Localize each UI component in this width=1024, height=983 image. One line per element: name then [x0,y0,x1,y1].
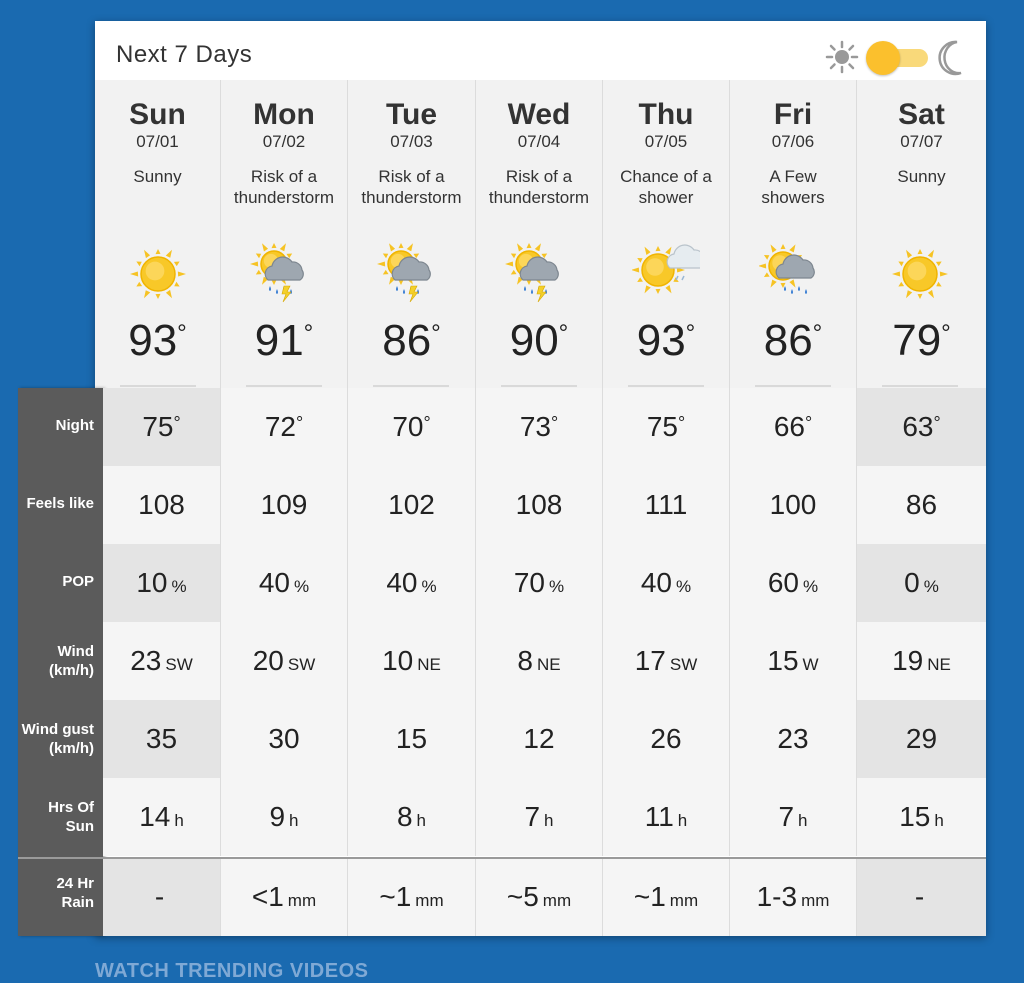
cell-value: 19 [892,645,924,676]
cell-wind-wed [476,622,603,700]
day-name: Sun [129,98,186,131]
rain-row-divider [18,857,986,859]
cell-value: 7 [778,801,795,832]
day-date: 07/07 [900,132,943,151]
day-column-mon [221,80,348,388]
cell-value: 10 [136,567,168,598]
day-condition: Sunny [897,167,946,186]
rain-unit: mm [415,891,444,910]
cell-gust-wed [476,700,603,778]
cell-feels-sun [103,466,221,544]
cell-value: 73 [519,411,551,442]
cell-rain-mon [221,858,348,936]
day-column-sun [95,80,221,388]
day-high-temp: 93° [636,316,696,365]
degree-sign: ° [423,413,431,433]
day-name: Tue [385,98,438,131]
row-label-wind-gust: Wind gust (km/h) [21,721,94,757]
row-wind [103,622,986,700]
cell-pop-sat [857,544,986,622]
cell-night-sun [103,388,221,466]
hours-unit: h [289,811,299,830]
cell-value: 29 [905,723,938,754]
day-date: 07/01 [136,132,179,151]
day-name: Wed [507,98,571,131]
cell-gust-mon [221,700,348,778]
cell-value: - [154,881,165,912]
thunderstorm-icon [505,240,573,308]
wind-direction: NE [417,655,441,674]
cell-wind-sat [857,622,986,700]
day-date: 07/02 [262,132,306,151]
cell-value: 10 [382,645,414,676]
row-label-24hr-rain: 24 Hr Rain [56,875,94,911]
cell-night-fri [730,388,857,466]
degree-sign: ° [804,413,813,433]
wind-direction: SW [669,655,698,674]
cell-value: 40 [258,567,291,598]
hours-unit: h [174,811,184,830]
day-high-temp: 91° [254,316,314,365]
hours-unit: h [934,811,944,830]
degree-sign: ° [550,413,559,433]
day-condition: Sunny [133,167,182,186]
moon-icon [935,39,969,77]
cell-value: 14 [139,801,171,832]
day-date: 07/05 [644,132,688,151]
toggle-knob[interactable] [866,41,900,75]
day-condition: Chance of a shower [620,167,712,207]
cell-feels-thu [603,466,730,544]
cell-value: 1-3 [756,881,798,912]
cell-pop-fri [730,544,857,622]
cell-feels-mon [221,466,348,544]
cell-value: 20 [252,645,284,676]
cell-wind-mon [221,622,348,700]
cell-value: 40 [640,567,673,598]
cell-rain-fri [730,858,857,936]
cell-value: 111 [644,489,688,520]
cell-wind-sun [103,622,221,700]
day-underline [628,385,704,387]
cell-value: 11 [644,801,674,832]
cell-pop-tue [348,544,476,622]
cell-value: 86 [905,489,938,520]
degree-sign: ° [933,413,941,433]
cell-gust-fri [730,700,857,778]
cell-value: ~1 [379,881,412,912]
day-underline [755,385,831,387]
cell-value: 109 [260,489,308,520]
day-high-temp: 79° [892,316,951,365]
day-condition: Risk of a thunderstorm [361,167,462,207]
cell-value: 70 [513,567,546,598]
cell-value: 108 [138,489,185,520]
thunderstorm-icon [377,240,445,308]
day-date: 07/03 [390,132,433,151]
cell-sun-hrs-sat [857,778,986,856]
row-label-pop: POP [62,573,94,590]
wind-direction: NE [927,655,951,674]
percent-unit: % [803,577,819,596]
cell-value: 0 [904,567,920,598]
rain-unit: mm [287,891,317,910]
day-column-sat [857,80,986,388]
cell-value: 26 [650,723,682,754]
cell-value: 108 [515,489,563,520]
day-underline [882,385,958,387]
day-name: Fri [773,98,813,131]
rain-unit: mm [669,891,699,910]
cell-value: 40 [386,567,418,598]
day-high-temp: 86° [382,316,441,365]
cell-value: 66 [773,411,805,442]
cell-value: 15 [767,645,799,676]
cell-pop-mon [221,544,348,622]
cell-wind-tue [348,622,476,700]
cell-value: 75 [646,411,678,442]
day-name: Mon [253,98,315,131]
cell-pop-thu [603,544,730,622]
degree-sign: ° [303,320,314,347]
cell-value: 9 [269,801,286,832]
day-underline [246,385,322,387]
cell-value: 30 [268,723,300,754]
day-underline [120,385,196,387]
cell-value: ~5 [506,881,539,912]
day-column-thu [603,80,730,388]
wind-direction: SW [287,655,316,674]
sun-icon [825,40,859,74]
rain-unit: mm [801,891,830,910]
cell-value: 8 [396,801,413,832]
degree-sign: ° [677,413,686,433]
cell-value: 8 [517,645,533,676]
day-name: Thu [638,98,694,131]
day-column-fri [730,80,857,388]
cell-rain-sun [103,858,221,936]
cell-value: 102 [388,489,435,520]
thunderstorm-icon [250,240,318,308]
percent-unit: % [923,577,939,596]
row-sun-hrs [103,778,986,856]
showers-icon [759,240,827,308]
cell-night-thu [603,388,730,466]
row-feels [103,466,986,544]
cell-feels-fri [730,466,857,544]
percent-unit: % [676,577,692,596]
percent-unit: % [171,577,187,596]
percent-unit: % [421,577,437,596]
day-condition: Risk of a thunderstorm [488,167,590,207]
wind-direction: W [802,655,819,674]
cell-night-wed [476,388,603,466]
hours-unit: h [544,811,554,830]
degree-sign: ° [173,413,181,433]
cell-night-mon [221,388,348,466]
cell-rain-wed [476,858,603,936]
cell-value: 35 [145,723,178,754]
cell-value: - [914,881,925,912]
cell-value: ~1 [633,881,666,912]
day-high-temp: 93° [128,316,187,365]
row-label-wind: Wind (km/h) [49,643,94,679]
percent-unit: % [549,577,565,596]
day-name: Sat [898,98,945,131]
cell-value: 72 [264,411,296,442]
cell-feels-sat [857,466,986,544]
sunny-icon [886,240,954,308]
day-column-wed [476,80,603,388]
cell-night-sat [857,388,986,466]
day-underline [501,385,577,387]
cell-value: 70 [392,411,424,442]
day-condition: Risk of a thunderstorm [233,167,335,207]
cell-rain-thu [603,858,730,936]
cell-feels-tue [348,466,476,544]
cell-value: 75 [142,411,174,442]
degree-sign: ° [685,320,696,347]
row-pop [103,544,986,622]
cell-pop-wed [476,544,603,622]
cell-gust-sat [857,700,986,778]
cell-pop-sun [103,544,221,622]
row-night [103,388,986,466]
day-night-toggle[interactable] [866,41,930,73]
hours-unit: h [416,811,427,830]
row-gust [103,700,986,778]
day-date: 07/04 [517,132,561,151]
hours-unit: h [798,811,808,830]
rain-unit: mm [542,891,572,910]
cell-value: 60 [767,567,800,598]
cell-gust-thu [603,700,730,778]
cell-wind-fri [730,622,857,700]
cell-sun-hrs-thu [603,778,730,856]
cell-value: 12 [523,723,555,754]
cell-value: 63 [902,411,934,442]
row-label-hrs-of-sun: Hrs Of Sun [48,799,94,835]
cell-feels-wed [476,466,603,544]
wind-direction: SW [165,655,193,674]
sunny-icon [124,240,192,308]
cell-value: 17 [634,645,666,676]
row-label-column [18,388,103,936]
cell-gust-tue [348,700,476,778]
partly-cloudy-icon [632,240,700,308]
cell-sun-hrs-fri [730,778,857,856]
row-label-feels-like: Feels like [26,495,94,512]
day-column-tue [348,80,476,388]
row-rain [103,858,986,936]
trending-videos-heading[interactable]: WATCH TRENDING VIDEOS [95,960,369,982]
day-underline [373,385,449,387]
degree-sign: ° [941,320,951,347]
cell-value: 23 [777,723,809,754]
cell-value: <1 [251,881,284,912]
cell-rain-sat [857,858,986,936]
day-high-temp: 90° [509,316,569,365]
cell-sun-hrs-wed [476,778,603,856]
hours-unit: h [677,811,688,830]
cell-value: 15 [395,723,428,754]
cell-sun-hrs-tue [348,778,476,856]
cell-gust-sun [103,700,221,778]
degree-sign: ° [177,320,187,347]
row-label-night: Night [55,417,94,434]
cell-value: 15 [899,801,931,832]
cell-sun-hrs-sun [103,778,221,856]
degree-sign: ° [558,320,569,347]
degree-sign: ° [295,413,304,433]
cell-rain-tue [348,858,476,936]
wind-direction: NE [536,655,561,674]
degree-sign: ° [431,320,441,347]
cell-value: 23 [130,645,162,676]
degree-sign: ° [812,320,823,347]
cell-sun-hrs-mon [221,778,348,856]
page-title: Next 7 Days [116,41,253,68]
cell-night-tue [348,388,476,466]
day-condition: A Few showers [761,167,825,207]
cell-value: 7 [524,801,541,832]
cell-value: 100 [769,489,817,520]
day-date: 07/06 [771,132,815,151]
day-high-temp: 86° [763,316,823,365]
percent-unit: % [294,577,310,596]
cell-wind-thu [603,622,730,700]
